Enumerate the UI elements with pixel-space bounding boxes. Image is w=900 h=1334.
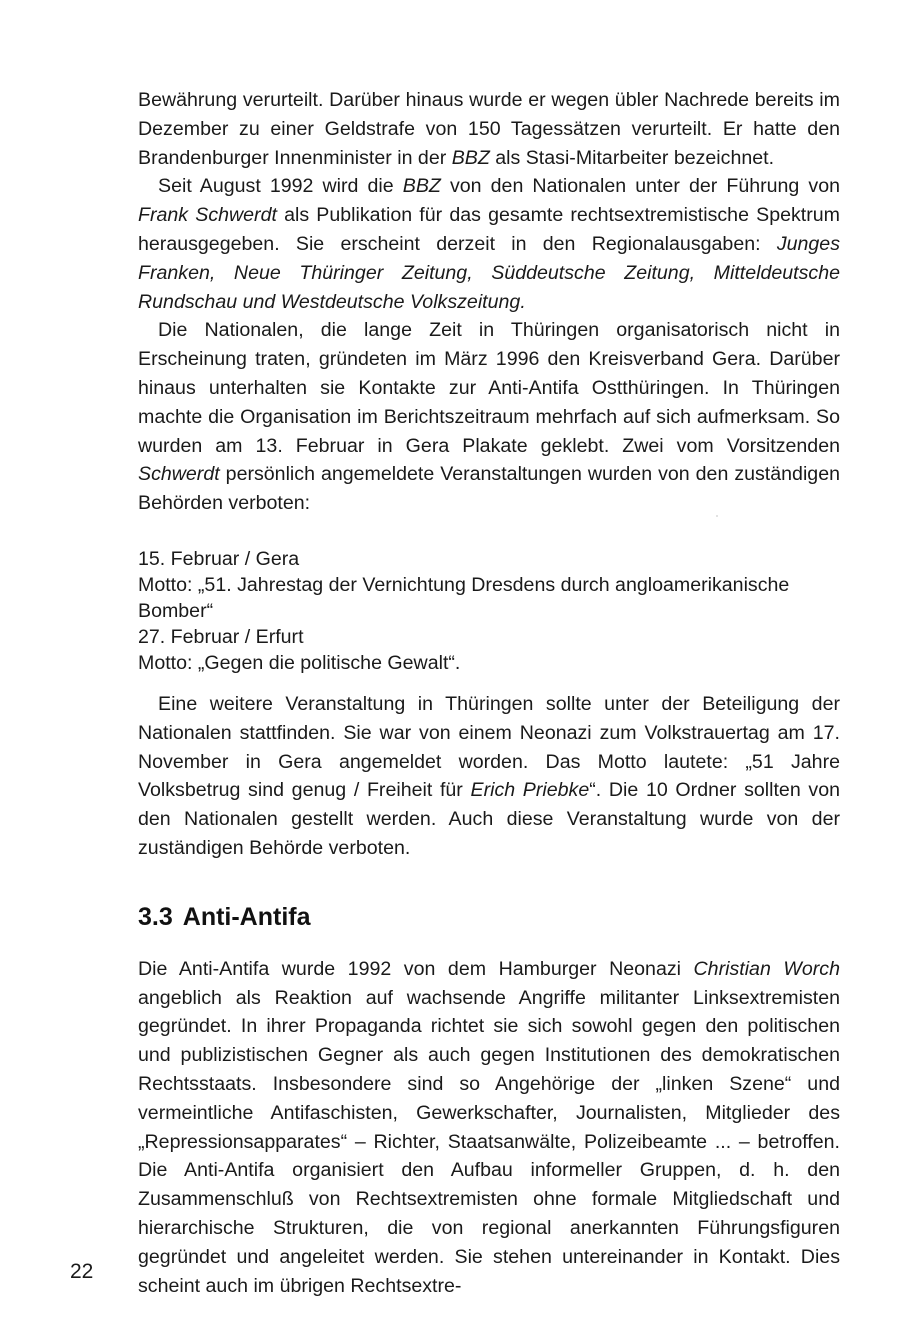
event-date: 15. Februar / Gera: [138, 547, 300, 570]
section-heading: [138, 901, 840, 933]
event-list: [138, 546, 840, 676]
section-number: 3.3: [138, 902, 173, 931]
scan-speck: [716, 515, 718, 517]
event-date: 27. Februar / Erfurt: [138, 625, 304, 648]
paragraph: Die Nationalen, die lange Zeit in Thüringen organisatorisch nicht in Erscheinung traten, gründeten im März 1996 den Kreisverband Gera. Darüber hinaus unterhalten sie Kontakte zur Anti-Antifa Ostthüringen. In Thüringen machte die Organisation im Berichtszeitraum mehrfach auf sich aufmerksam. So wurden am 13. Februar in Gera Plakate geklebt. Zwei vom Vorsitzenden Schwerdt persönlich angemeldete Veranstaltungen wurden von den zuständigen Behörden verboten:: [138, 319, 840, 515]
paragraph: Seit August 1992 wird die BBZ von den Nationalen unter der Führung von Frank Schwerdt als Publikation für das gesamte rechtsextremistische Spektrum herausgegeben. Sie erscheint derzeit in den Regionalausgaben: Junges Franken, Neue Thüringer Zeitung, Süddeutsche Zeitung, Mitteldeutsche Rundschau und Westdeutsche Volkszeitung.: [138, 175, 841, 313]
section-title: Anti-Antifa: [182, 902, 311, 931]
page-number: 22: [70, 1260, 94, 1283]
page-content: [138, 86, 840, 1300]
paragraph: Eine weitere Veranstaltung in Thüringen sollte unter der Beteiligung der Nationalen stattfinden. Sie war von einem Neonazi zum Volkstrauertag am 17. November in Gera angemeldet worden. Das Motto lautete: „51 Jahre Volksbetrug sind genug / Freiheit für Erich Priebke“. Die 10 Ordner sollten von den Nationalen gestellt werden. Auch diese Veranstaltung wurde von der zuständigen Behörde verboten.: [138, 692, 840, 859]
paragraph: Bewährung verurteilt. Darüber hinaus wurde er wegen übler Nachrede bereits im Dezember zu einer Geldstrafe von 150 Tagessätzen verurteilt. Er hatte den Brandenburger Innenminister in der BBZ als Stasi-Mitarbeiter bezeichnet.: [138, 89, 840, 169]
tail-text: [138, 690, 840, 863]
section-body: [138, 955, 840, 1301]
paragraph: Die Anti-Antifa wurde 1992 von dem Hamburger Neonazi Christian Worch angeblich als Reaktion auf wachsende Angriffe militanter Linksextremisten gegründet. In ihrer Propaganda richtet sie sich sowohl gegen den politischen und publizistischen Gegner als auch gegen Institutionen des demokratischen Rechtsstaats. Insbesondere sind so Angehörige der „linken Szene“ und vermeintliche Antifaschisten, Gewerkschafter, Journalisten, Mitglieder des „Repressionsapparates“ – Richter, Staatsanwälte, Polizeibeamte ... – betroffen. Die Anti-Antifa organisiert den Aufbau informeller Gruppen, d. h. den Zusammenschluß von Rechtsextremisten ohne formale Mitgliedschaft und hierarchische Strukturen, die von regional anerkannten Führungsfiguren gegründet und angeleitet werden. Sie stehen untereinander in Kontakt. Dies scheint auch im übrigen Rechtsextre-: [138, 957, 840, 1297]
event-motto: Motto: „Gegen die politische Gewalt“.: [138, 651, 461, 674]
intro-text: [138, 86, 840, 518]
event-motto: Motto: „51. Jahrestag der Vernichtung Dresdens durch angloamerikanische Bomber“: [138, 573, 790, 622]
